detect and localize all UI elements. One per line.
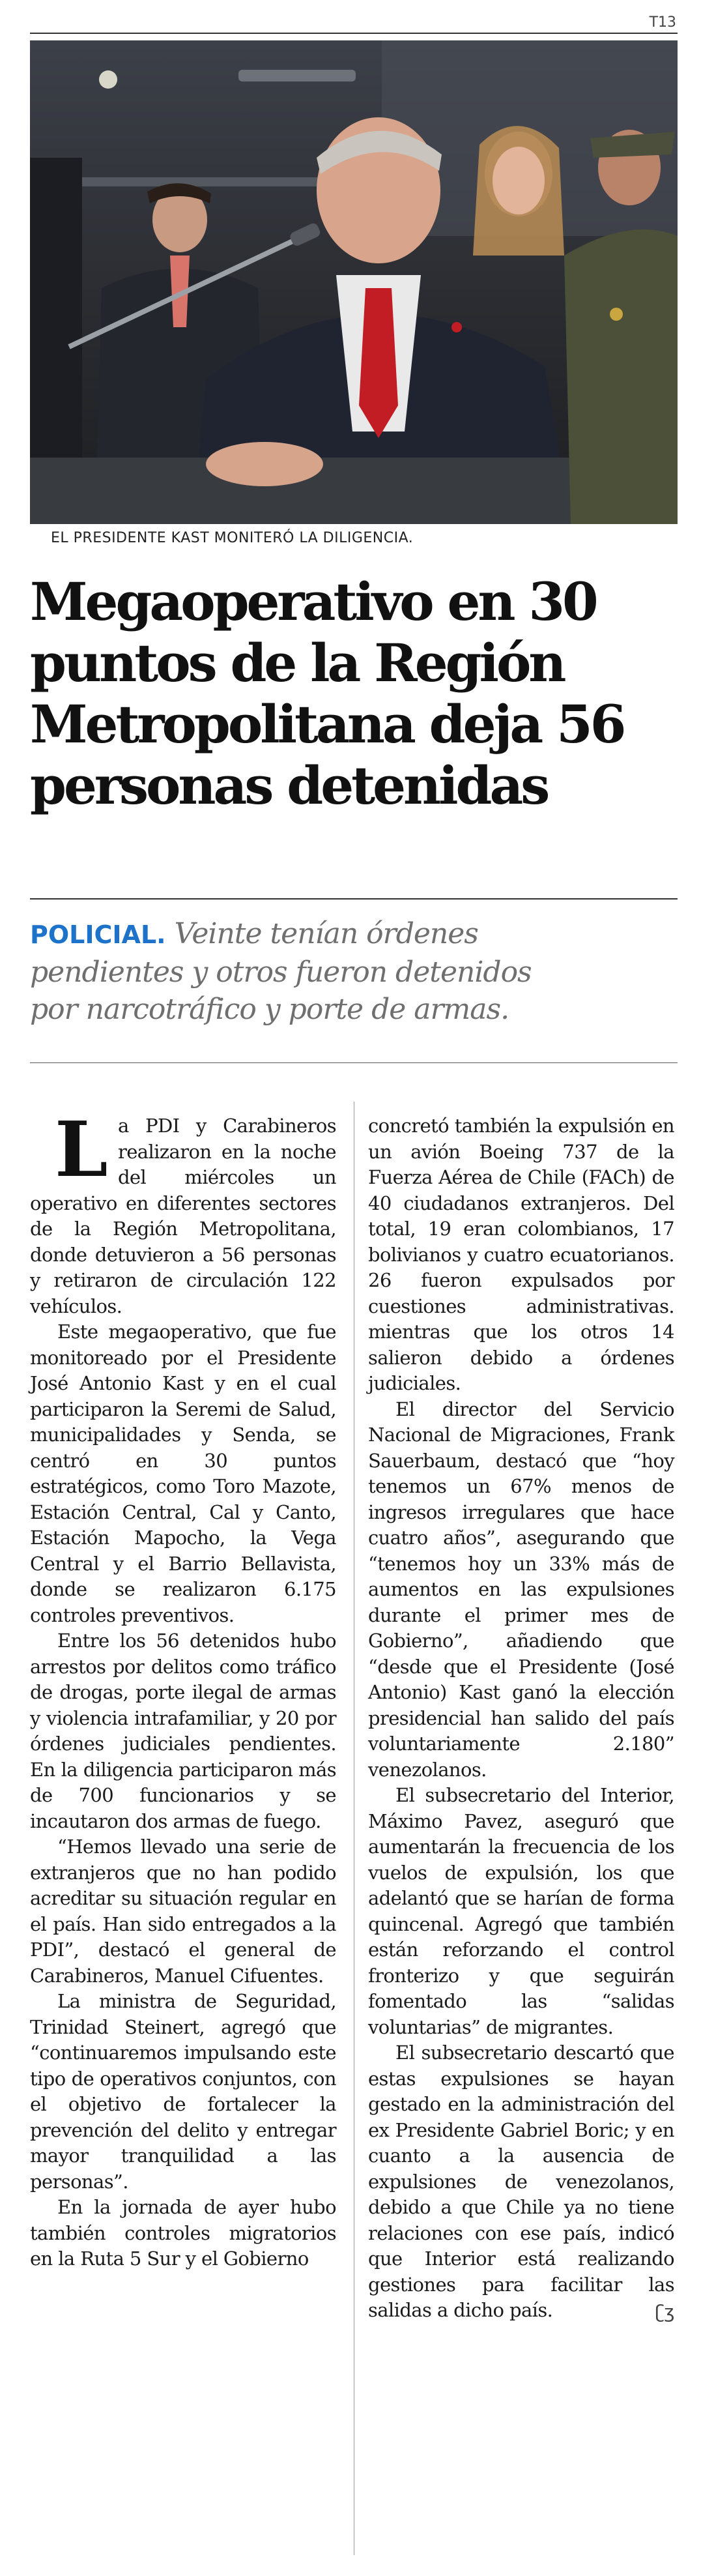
top-rule [30,33,678,34]
body-rule [30,1062,678,1063]
headline-line: puntos de la Región [30,632,564,694]
section-label: POLICIAL. [30,920,166,949]
headline-line: personas detenidas [30,755,548,816]
news-photo [30,40,678,524]
paragraph-text: a PDI y Carabineros realizaron en la noche del miércoles un operativo en diferentes sectores de la Región Metropolitana, donde detuvieron a 56 personas y retiraron de circulación 122 vehículos. [30,1115,336,1317]
paragraph-text: El subsecretario descartó que estas expulsiones se hayan gestado en la administración del ex Presidente Gabriel Boric; y en cuanto a la ausencia de expulsiones de venezolanos, debido a que Chile ya no tiene relaciones con ese país, indicó que Interior está realizando gestiones para facilitar las salidas a dicho país. [368,2042,674,2321]
article-paragraph: La ministra de Seguridad, Trinidad Steinert, agregó que “continuaremos impulsando este tipo de operativos conjuntos, con el objetivo de fortalecer la prevención del delito y entregar mayor tranquilidad a las personas”. [30,1990,336,2193]
article-paragraph: concretó también la expulsión en un avión Boeing 737 de la Fuerza Aérea de Chile (FACh) de 40 ciudadanos extranjeros. Del total, 19 eran colombianos, 17 bolivianos y cuatro ecuatorianos. 26 fueron expulsados por cuestiones administrativas. mientras que los otros 14 salieron debido a órdenes judiciales. [368,1115,674,1394]
deck-text: Veinte tenían órdenes [174,917,478,950]
article-paragraph [368,2040,674,2324]
article-paragraph: El director del Servicio Nacional de Migraciones, Frank Sauerbaum, destacó que “hoy tenemos un 67% menos de ingresos irregulares que hace cuatro años”, asegurando que “tenemos hoy un 33% más de aumentos en las expulsiones durante el primer mes de Gobierno”, añadiendo que “desde que el Presidente (José Antonio) Kast ganó la elección presidencial han salido del país voluntariamente 2.180” venezolanos. [368,1398,674,1781]
deck-line-2: pendientes y otros fueron detenidos [30,956,532,989]
deck-line-3: por narcotráfico y porte de armas. [30,993,509,1026]
photo-illustration [30,40,678,524]
headline-line: Metropolitana deja 56 [30,694,624,755]
article-paragraph: Entre los 56 detenidos hubo arrestos por delitos como tráfico de drogas, porte ilegal de armas y violencia intrafamiliar, y 20 por órdenes judiciales pendientes. En la diligencia participaron más de 700 funcionarios y se incautaron dos armas de fuego. [30,1630,336,1832]
deck [30,915,681,1028]
article-paragraph: “Hemos llevado una serie de extranjeros que no han podido acreditar su situación regular en el país. Han sido entregados a la PDI”, destacó el general de Carabineros, Manuel Cifuentes. [30,1836,336,1987]
article-column-right [368,1113,674,2325]
headline-line: Megaoperativo en 30 [30,571,596,632]
article-paragraph [30,1105,336,1319]
end-mark-icon: ʗʒ [655,2301,674,2322]
article-paragraph: El subsecretario del Interior, Máximo Pavez, aseguró que aumentarán la frecuencia de los vuelos de expulsión, los que adelantó que se harían de forma quincenal. Agregó que también están reforzando el control fronterizo y que seguirán fomentado las “salidas voluntarias” de migrantes. [368,1784,674,2038]
drop-cap: L [55,1105,107,1194]
headline [30,571,681,816]
article-paragraph: Este megaoperativo, que fue monitoreado por el Presidente José Antonio Kast y en el cual participaron la Seremi de Salud, municipalidades y Senda, se centró en 30 puntos estratégicos, como Toro Mazote, Estación Central, Cal y Canto, Estación Mapocho, la Vega Central y el Barrio Bellavista, donde se realizaron 6.175 controles preventivos. [30,1321,336,1626]
deck-line-1 [30,915,681,954]
deck-rule [30,898,678,900]
article-column-left [30,1105,336,2272]
photo-caption: EL PRESIDENTE KAST MONITERÓ LA DILIGENCIA. [51,530,414,546]
page-number: T13 [649,14,676,31]
article-paragraph: En la jornada de ayer hubo también controles migratorios en la Ruta 5 Sur y el Gobierno [30,2196,336,2270]
